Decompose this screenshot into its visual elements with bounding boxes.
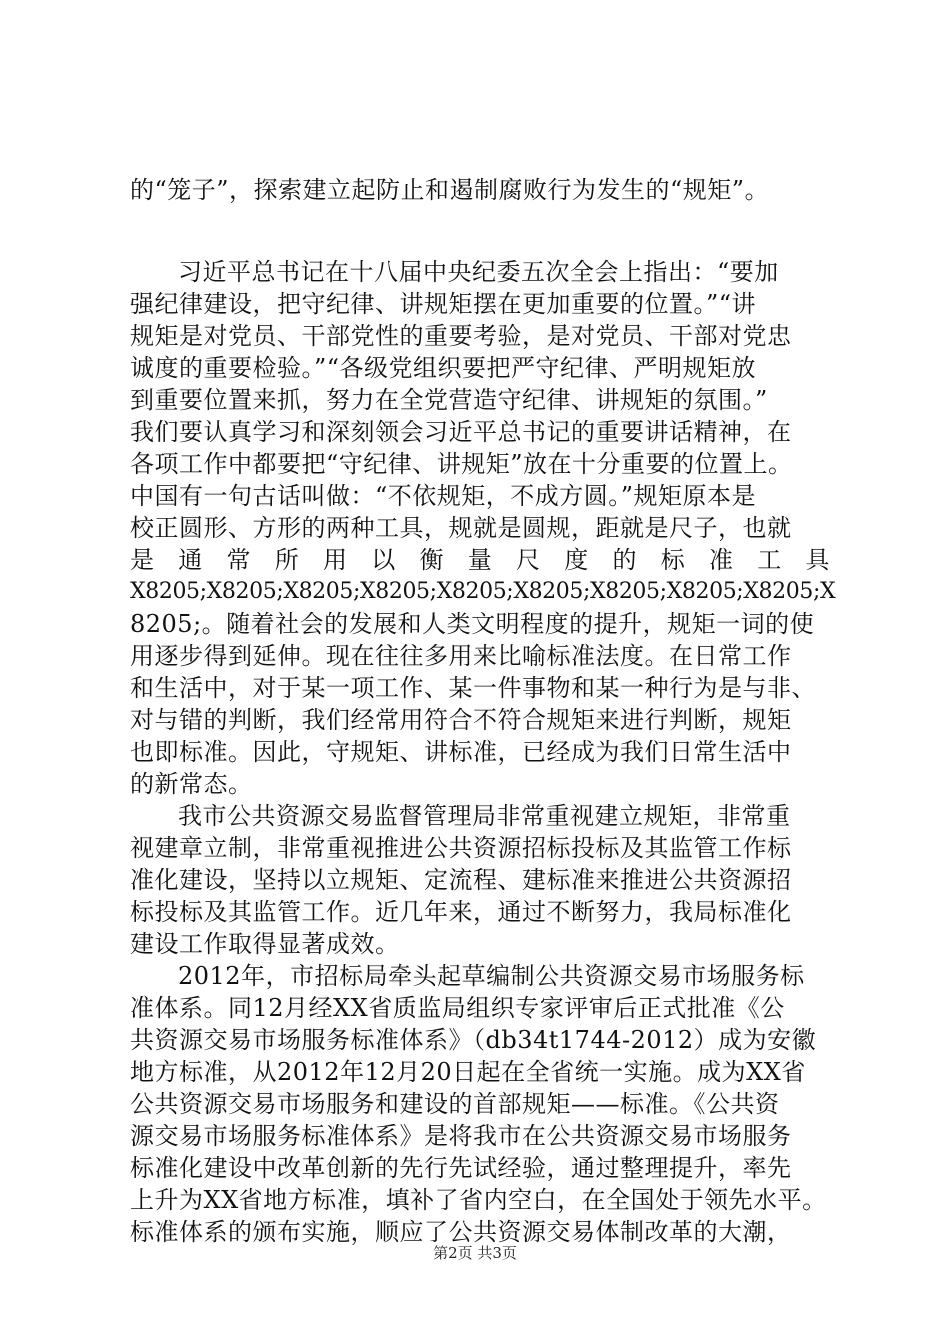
text-line: 准体系。同12月经XX省质监局组织专家评审后正式批准《公 bbox=[130, 994, 785, 1022]
text-line: 地方标准，从2012年12月20日起在全省统一实施。成为XX省 bbox=[130, 1058, 806, 1086]
text-line: 诚度的重要检验。”“各级党组织要把严守纪律、严明规矩放 bbox=[130, 354, 757, 382]
text-line: 标准化建设中改革创新的先行先试经验，通过整理提升，率先 bbox=[130, 1154, 792, 1182]
paragraph-first-line: 习近平总书记在十八届中央纪委五次全会上指出：“要加 bbox=[178, 258, 779, 286]
text-line: 规矩是对党员、干部党性的重要考验，是对党员、干部对党忠 bbox=[130, 322, 792, 350]
text-line: 建设工作取得显著成效。 bbox=[130, 930, 400, 958]
text-line: 标准体系的颁布实施，顺应了公共资源交易体制改革的大潮， bbox=[130, 1218, 792, 1246]
text-line: 的新常态。 bbox=[130, 770, 253, 798]
text-line: 公共资源交易市场服务和建设的首部规矩——标准。《公共资 bbox=[130, 1090, 780, 1118]
text-line: 强纪律建设，把守纪律、讲规矩摆在更加重要的位置。”“讲 bbox=[130, 290, 757, 318]
text-line: 准化建设，坚持以立规矩、定流程、建标准来推进公共资源招 bbox=[130, 866, 792, 894]
text-line: 我们要认真学习和深刻领会习近平总书记的重要讲话精神，在 bbox=[130, 418, 792, 446]
text-line-code: X8205;X8205;X8205;X8205;X8205;X8205;X8205;X8205;X8205;X bbox=[130, 579, 836, 604]
text-line: 用逐步得到延伸。现在往往多用来比喻标准法度。在日常工作 bbox=[130, 642, 792, 670]
text-line: 视建章立制，非常重视推进公共资源招标投标及其监管工作标 bbox=[130, 834, 792, 862]
text-line: 中国有一句古话叫做：“不依规矩，不成方圆。”规矩原本是 bbox=[130, 482, 757, 510]
text-line: 8205;。随着社会的发展和人类文明程度的提升，规矩一词的使 bbox=[130, 610, 815, 638]
text-line: 到重要位置来抓，努力在全党营造守纪律、讲规矩的氛围。” bbox=[130, 386, 768, 414]
text-line: 标投标及其监管工作。近几年来，通过不断努力，我局标准化 bbox=[130, 898, 792, 926]
text-line: 也即标准。因此，守规矩、讲标准，已经成为我们日常生活中 bbox=[130, 738, 792, 766]
text-line: 源交易市场服务标准体系》是将我市在公共资源交易市场服务 bbox=[130, 1122, 792, 1150]
paragraph-first-line: 我市公共资源交易监督管理局非常重视建立规矩，非常重 bbox=[178, 802, 791, 830]
text-line: 各项工作中都要把“守纪律、讲规矩”放在十分重要的位置上。 bbox=[130, 450, 793, 478]
text-line: 和生活中，对于某一项工作、某一件事物和某一种行为是与非、 bbox=[130, 674, 816, 702]
text-line-spaced: 是 通 常 所 用 以 衡 量 尺 度 的 标 准 工 具 bbox=[130, 546, 830, 574]
text-line: 校正圆形、方形的两种工具，规就是圆规，距就是尺子，也就 bbox=[130, 514, 792, 542]
paragraph-first-line: 2012年，市招标局牵头起草编制公共资源交易市场服务标 bbox=[178, 962, 805, 990]
text-line: 共资源交易市场服务标准体系》（db34t1744-2012）成为安徽 bbox=[130, 1026, 817, 1054]
text-line: 对与错的判断，我们经常用符合不符合规矩来进行判断，规矩 bbox=[130, 706, 792, 734]
page-number-footer: 第2页 共3页 bbox=[433, 1244, 517, 1262]
text-line: 的“笼子”，探索建立起防止和遏制腐败行为发生的“规矩”。 bbox=[130, 176, 770, 204]
text-line: 上升为XX省地方标准，填补了省内空白，在全国处于领先水平。 bbox=[130, 1186, 827, 1214]
